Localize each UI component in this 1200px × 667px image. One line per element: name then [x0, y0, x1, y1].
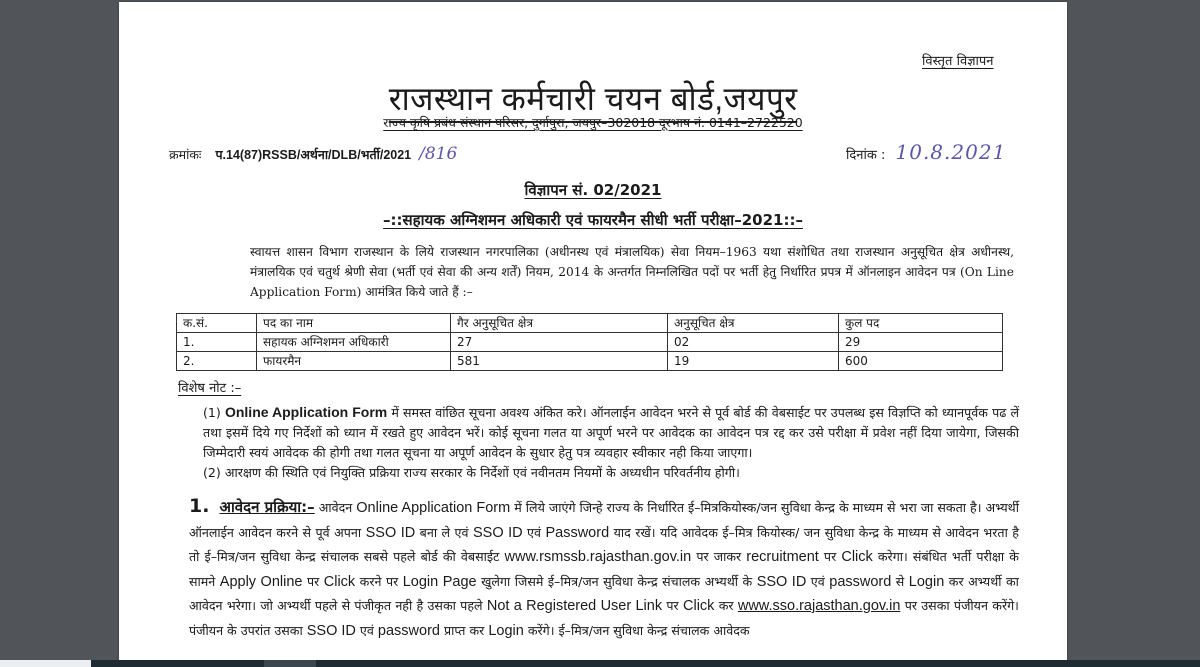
section-text: पर उसका पंजीयन करेंगे। पंजीयन के उपरांत उसका	[189, 598, 1019, 638]
reference-number: प.14(87)RSSB/अर्थना/DLB/भर्ती/2021	[215, 148, 412, 162]
section-application-process	[189, 494, 1019, 643]
table-cell: 600	[839, 352, 1003, 371]
section-text: कर अभ्यर्थी का आवेदन भरेगा। जो अभ्यर्थी पहले से पंजीकृत नही है उसका पहले	[189, 573, 1019, 613]
table-header-cell: कुल पद	[839, 314, 1003, 333]
section-text: पर	[823, 549, 837, 564]
section-text: याद रखें। यदि आवेदक ई–मित्र कियोस्क/ जन सुविधा केन्द्र के माध्यम से आवेदन भरता है तो ई–मित्र/जन सुविधा केन्द्र संचालक सबसे पहले बोर्ड की वेबसाईट	[189, 524, 1019, 564]
section-term: Password	[545, 524, 610, 541]
date-label: दिनांक :	[846, 148, 886, 163]
section-text: करेंगे। ई–मित्र/जन सुविधा केन्द्र संचालक आवेदक	[527, 622, 750, 638]
section-text: बना ले एवं	[419, 524, 469, 540]
note-english-term: Online Application Form	[224, 404, 388, 420]
section-heading: आवेदन प्रक्रिया:–	[219, 498, 315, 516]
section-text: प्राप्त कर	[443, 622, 485, 638]
table-row	[177, 352, 1003, 371]
section-text: एवं	[359, 622, 374, 638]
section-text: में लिये जाएंगे जिन्हे राज्य के निर्धारित ई–मित्रकियोस्क/जन सुविधा केन्द्र के माध्यम से भरा जा सकता है। अभ्यर्थी ऑनलाईन आवेदन करने से पूर्व अपना	[189, 500, 1019, 540]
reference-line	[169, 144, 457, 164]
date-handwritten: 10.8.2021	[895, 140, 1007, 164]
advertisement-number-text: विज्ञापन सं. 02/2021	[524, 181, 662, 199]
section-term: Apply Online	[219, 573, 303, 590]
table-header-cell: पद का नाम	[257, 314, 451, 333]
reference-handwritten: /816	[419, 144, 458, 164]
table-cell: 19	[668, 352, 839, 371]
special-notes	[203, 402, 1019, 483]
table-header-cell: अनुसूचित क्षेत्र	[668, 314, 839, 333]
intro-paragraph	[172, 242, 1014, 302]
exam-title	[119, 210, 1067, 230]
section-term: Not a Registered User Link	[486, 598, 663, 614]
section-text: आवेदन	[318, 500, 353, 515]
note-text: आरक्षण की स्थिति एवं नियुक्ति प्रक्रिया राज्य सरकार के निर्देशों एवं नवीनतम नियमों के अध्यधीन परिवर्तनीय होगी।	[224, 465, 740, 480]
sso-website-link[interactable]: www.sso.rajasthan.gov.in	[737, 598, 901, 614]
section-term: SSO ID	[365, 524, 416, 541]
table-cell: सहायक अग्निशमन अधिकारी	[257, 333, 451, 352]
section-number: 1.	[189, 495, 210, 517]
section-text: करेगा। संबंधित भर्ती परीक्षा के सामने	[189, 549, 1019, 589]
section-text: पर	[666, 598, 679, 613]
note-text: में समस्त वांछित सूचना अवश्य अंकित करे। ऑनलाईन आवेदन भरने से पूर्व बोर्ड की वेबसाईट पर उपलब्ध इस विज्ञप्ति को ध्यानपूर्वक पढ लें तथा इसमें दिये गए निर्देशों को ध्यान में रखते हुए आवेदन भरें। कोई सूचना गलत या अपूर्ण भरने पर आवेदक का आवेदन पत्र रद्द कर उसे परीक्षा में प्रवेश नहीं दिया जायेगा, जिसकी जिम्मेदारी स्वयं आवेदक की होगी तथा गलत सूचना या अपूर्ण आवेदन के सुधार हेतु पत्र व्यवहार स्वीकार नही किया जाएगा।	[203, 405, 1019, 460]
section-term: Click	[841, 549, 873, 565]
section-term: SSO ID	[472, 524, 523, 541]
table-header-cell: गैर अनुसूचित क्षेत्र	[451, 314, 668, 333]
bottom-bar-segment	[0, 660, 91, 667]
section-text: एवं	[527, 524, 542, 540]
section-term: SSO ID	[306, 622, 356, 639]
rsmssb-website-text: www.rsmssb.rajasthan.gov.in	[504, 549, 692, 565]
bottom-bar	[0, 660, 1200, 667]
note-prefix: (2)	[203, 465, 221, 480]
section-text: पर	[306, 573, 320, 589]
section-term: Login Page	[402, 573, 477, 590]
table-cell: फायरमैन	[257, 352, 451, 371]
note-prefix: (1)	[203, 405, 221, 420]
table-cell: 1.	[177, 333, 257, 352]
table-row	[177, 333, 1003, 352]
reference-label: क्रमांकः	[169, 147, 202, 162]
posts-table	[176, 313, 1003, 371]
table-cell: 581	[451, 352, 668, 371]
note-item	[203, 463, 1019, 483]
section-term: Online Application Form	[356, 500, 511, 516]
table-cell: 29	[839, 333, 1003, 352]
section-text: कर	[718, 598, 734, 613]
document-page	[119, 2, 1067, 660]
section-term: password	[829, 573, 892, 590]
organization-title-text: राजस्थान कर्मचारी चयन बोर्ड,जयपुर	[389, 75, 798, 123]
section-term: Click	[323, 573, 356, 590]
bottom-bar-segment	[264, 660, 316, 667]
section-term: Login	[908, 573, 945, 590]
section-text: खुलेगा जिसमे ई–मित्र/जन सुविधा केन्द्र संचालक अभ्यर्थी के	[481, 573, 753, 589]
section-text: एवं	[810, 573, 825, 589]
section-term: Login	[488, 622, 524, 639]
table-header-cell: क.सं.	[177, 314, 257, 333]
special-note-heading: विशेष नोट :–	[178, 381, 242, 396]
table-header-row	[177, 314, 1003, 333]
section-term: password	[377, 622, 440, 639]
section-term: recruitment	[746, 549, 819, 565]
table-cell: 2.	[177, 352, 257, 371]
detailed-advertisement-label: विस्तृत विज्ञापन	[922, 54, 994, 69]
exam-title-text: –::सहायक अग्निशमन अधिकारी एवं फायरमैन सीधी भर्ती परीक्षा–2021::–	[383, 211, 803, 229]
intro-paragraph-text: स्वायत्त शासन विभाग राजस्थान के लिये राजस्थान नगरपालिका (अधीनस्थ एवं मंत्रालयिक) सेवा नियम–1963 यथा संशोधित तथा राजस्थान अनुसूचित क्षेत्र अधीनस्थ, मंत्रालयिक एवं चतुर्थ श्रेणी सेवा (भर्ती एवं सेवा की अन्य शर्तें) नियम, 2014 के अन्तर्गत निम्नलिखित पदों पर भर्ती हेतु निर्धारित प्रपत्र में ऑनलाइन आवेदन पत्र (On Line Application Form) आमंत्रित किये जाते हैं :–	[250, 245, 1014, 299]
section-term: Click	[683, 598, 715, 614]
table-cell: 02	[668, 333, 839, 352]
date-line	[846, 140, 1006, 164]
table-cell: 27	[451, 333, 668, 352]
section-text: पर जाकर	[696, 549, 742, 564]
section-text: करने पर	[359, 573, 399, 589]
note-item	[203, 402, 1019, 463]
section-text: से	[895, 573, 905, 589]
organization-address: राज्य कृषि प्रबंध संस्थान परिसर, दुर्गापुरा, जयपुर–302018 दूरभाष नं. 0141–2722520	[383, 115, 803, 130]
section-term: SSO ID	[756, 573, 807, 590]
advertisement-number	[119, 180, 1067, 200]
